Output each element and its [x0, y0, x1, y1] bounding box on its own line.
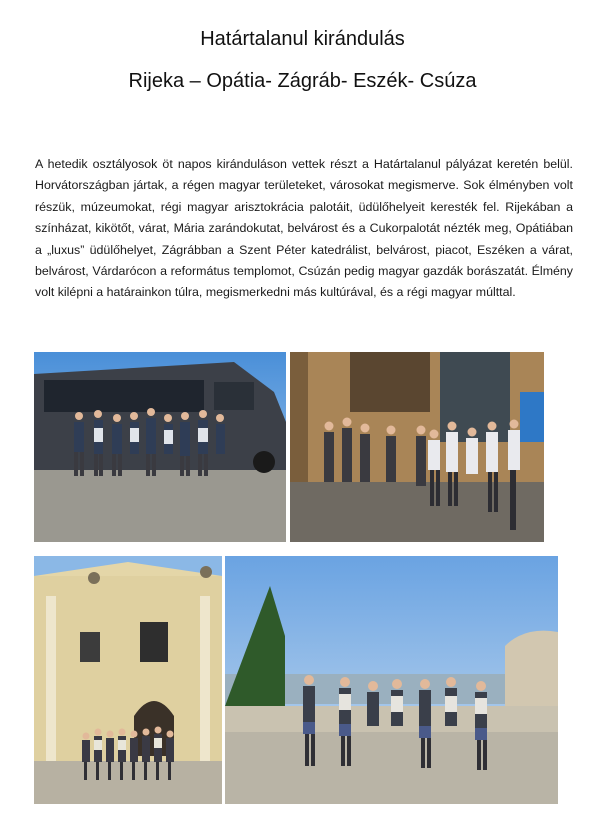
photo-group-building: [290, 352, 544, 542]
photo-group-church: [34, 556, 222, 804]
page-title: Határtalanul kirándulás: [200, 28, 405, 50]
page-subtitle: Rijeka – Opátia- Zágráb- Eszék- Csúza: [128, 70, 477, 92]
photo-group-terrace: [225, 556, 558, 804]
photo-group-minibus: [34, 352, 286, 542]
article-paragraph: A hetedik osztályosok öt napos kiránduláson vettek részt a Határtalanul pályázat keretén belül. Horvátországban jártak, a régen magyar területeket, városokat megismerve. Sok élményben volt részük, múzeumokat, régi magyar arisztokrácia palotáit, üdülőhelyeit keresték fel. Rijekában a színházat, kikötőt, várat, Mária zarándokutat, belvárost és a Cukorpalotát nézték meg, Opátiában a „luxus” üdülőhelyet, Zágrábban a Szent Péter katedrálist, belvárost, piacot, Eszéken a várat, belvárost, Várdarócon a református templomot, Csúzán pedig magyar gazdák borászatát. Élmény volt kilépni a határainkon túlra, megismerkedni más kultúrával, és a régi magyar múlttal.: [35, 157, 573, 300]
